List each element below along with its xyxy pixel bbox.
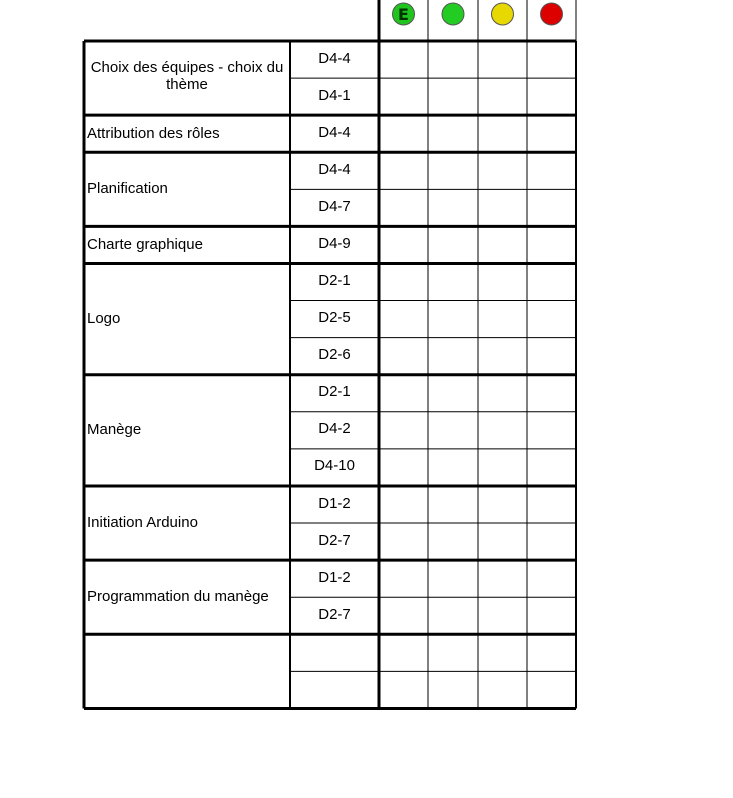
competency-code: D2-7	[318, 531, 351, 549]
evaluation-cell-expert[interactable]	[381, 43, 426, 76]
evaluation-cell-acquired[interactable]	[430, 340, 476, 373]
evaluation-cell-not-acquired[interactable]	[529, 117, 574, 150]
evaluation-cell-acquired[interactable]	[430, 43, 476, 76]
evaluation-cell-in-progress[interactable]	[480, 377, 525, 410]
evaluation-cell-acquired[interactable]	[430, 414, 476, 447]
evaluation-cell-not-acquired[interactable]	[529, 228, 574, 261]
evaluation-cell-in-progress[interactable]	[480, 80, 525, 113]
evaluation-cell-expert[interactable]	[381, 451, 426, 484]
evaluation-cell-acquired[interactable]	[430, 599, 476, 632]
evaluation-cell-acquired[interactable]	[430, 673, 476, 706]
evaluation-cell-acquired[interactable]	[430, 265, 476, 298]
evaluation-cell-expert[interactable]	[381, 228, 426, 261]
evaluation-cell-expert[interactable]	[381, 191, 426, 224]
evaluation-cell-expert[interactable]	[381, 117, 426, 150]
activity-label: Charte graphique	[87, 235, 203, 253]
evaluation-cell-not-acquired[interactable]	[529, 562, 574, 595]
evaluation-cell-expert[interactable]	[381, 599, 426, 632]
competency-code: D1-2	[318, 568, 351, 586]
expert-letter: E	[398, 5, 409, 24]
competency-code: D2-1	[318, 272, 351, 290]
evaluation-cell-not-acquired[interactable]	[529, 265, 574, 298]
evaluation-cell-in-progress[interactable]	[480, 154, 525, 187]
competency-code: D2-7	[318, 605, 351, 623]
competency-code: D4-4	[318, 123, 351, 141]
evaluation-cell-acquired[interactable]	[430, 228, 476, 261]
evaluation-cell-acquired[interactable]	[430, 117, 476, 150]
evaluation-cell-not-acquired[interactable]	[529, 673, 574, 706]
evaluation-cell-acquired[interactable]	[430, 191, 476, 224]
competency-code: D1-2	[318, 494, 351, 512]
evaluation-cell-not-acquired[interactable]	[529, 488, 574, 521]
evaluation-cell-expert[interactable]	[381, 488, 426, 521]
competency-code: D4-4	[318, 160, 351, 178]
evaluation-cell-not-acquired[interactable]	[529, 599, 574, 632]
evaluation-cell-expert[interactable]	[381, 303, 426, 336]
evaluation-cell-not-acquired[interactable]	[529, 340, 574, 373]
evaluation-cell-in-progress[interactable]	[480, 562, 525, 595]
activity-label: Programmation du manège	[87, 588, 269, 606]
evaluation-cell-acquired[interactable]	[430, 636, 476, 669]
evaluation-cell-in-progress[interactable]	[480, 117, 525, 150]
evaluation-cell-in-progress[interactable]	[480, 488, 525, 521]
evaluation-cell-not-acquired[interactable]	[529, 636, 574, 669]
competency-code: D4-9	[318, 234, 351, 252]
evaluation-cell-acquired[interactable]	[430, 154, 476, 187]
activity-label: Planification	[87, 180, 168, 198]
competency-code: D2-1	[318, 383, 351, 401]
evaluation-cell-acquired[interactable]	[430, 488, 476, 521]
evaluation-cell-not-acquired[interactable]	[529, 191, 574, 224]
evaluation-cell-expert[interactable]	[381, 525, 426, 558]
competency-code: D4-10	[314, 457, 355, 475]
evaluation-cell-acquired[interactable]	[430, 377, 476, 410]
competency-code: D4-4	[318, 49, 351, 67]
evaluation-cell-in-progress[interactable]	[480, 265, 525, 298]
in-progress-indicator-icon	[492, 3, 514, 25]
evaluation-cell-in-progress[interactable]	[480, 599, 525, 632]
activity-label: Logo	[87, 310, 121, 328]
not-acquired-indicator-icon	[541, 3, 563, 25]
evaluation-cell-in-progress[interactable]	[480, 673, 525, 706]
evaluation-cell-acquired[interactable]	[430, 80, 476, 113]
evaluation-cell-expert[interactable]	[381, 562, 426, 595]
competency-code: D4-2	[318, 420, 351, 438]
evaluation-cell-not-acquired[interactable]	[529, 414, 574, 447]
evaluation-cell-expert[interactable]	[381, 154, 426, 187]
evaluation-cell-not-acquired[interactable]	[529, 303, 574, 336]
evaluation-cell-acquired[interactable]	[430, 525, 476, 558]
competency-code: D4-7	[318, 197, 351, 215]
evaluation-cell-expert[interactable]	[381, 414, 426, 447]
activity-label: Attribution des rôles	[87, 124, 220, 142]
evaluation-cell-in-progress[interactable]	[480, 414, 525, 447]
evaluation-cell-expert[interactable]	[381, 80, 426, 113]
evaluation-cell-in-progress[interactable]	[480, 636, 525, 669]
evaluation-cell-expert[interactable]	[381, 377, 426, 410]
evaluation-cell-not-acquired[interactable]	[529, 525, 574, 558]
activity-label: Choix des équipes - choix du thème	[90, 59, 284, 94]
evaluation-cell-acquired[interactable]	[430, 451, 476, 484]
evaluation-cell-not-acquired[interactable]	[529, 377, 574, 410]
evaluation-cell-expert[interactable]	[381, 673, 426, 706]
competency-code: D2-6	[318, 346, 351, 364]
evaluation-cell-expert[interactable]	[381, 340, 426, 373]
evaluation-cell-not-acquired[interactable]	[529, 154, 574, 187]
evaluation-cell-in-progress[interactable]	[480, 451, 525, 484]
competency-code: D2-5	[318, 309, 351, 327]
evaluation-cell-acquired[interactable]	[430, 303, 476, 336]
evaluation-cell-not-acquired[interactable]	[529, 43, 574, 76]
evaluation-cell-in-progress[interactable]	[480, 191, 525, 224]
evaluation-cell-in-progress[interactable]	[480, 228, 525, 261]
evaluation-cell-not-acquired[interactable]	[529, 80, 574, 113]
evaluation-cell-in-progress[interactable]	[480, 525, 525, 558]
evaluation-cell-expert[interactable]	[381, 265, 426, 298]
evaluation-cell-in-progress[interactable]	[480, 340, 525, 373]
competency-code: D4-1	[318, 86, 351, 104]
evaluation-cell-in-progress[interactable]	[480, 43, 525, 76]
activity-label: Manège	[87, 421, 142, 439]
evaluation-cell-not-acquired[interactable]	[529, 451, 574, 484]
evaluation-cell-acquired[interactable]	[430, 562, 476, 595]
acquired-indicator-icon	[442, 3, 464, 25]
evaluation-cell-expert[interactable]	[381, 636, 426, 669]
activity-label: Initiation Arduino	[87, 514, 198, 532]
evaluation-cell-in-progress[interactable]	[480, 303, 525, 336]
